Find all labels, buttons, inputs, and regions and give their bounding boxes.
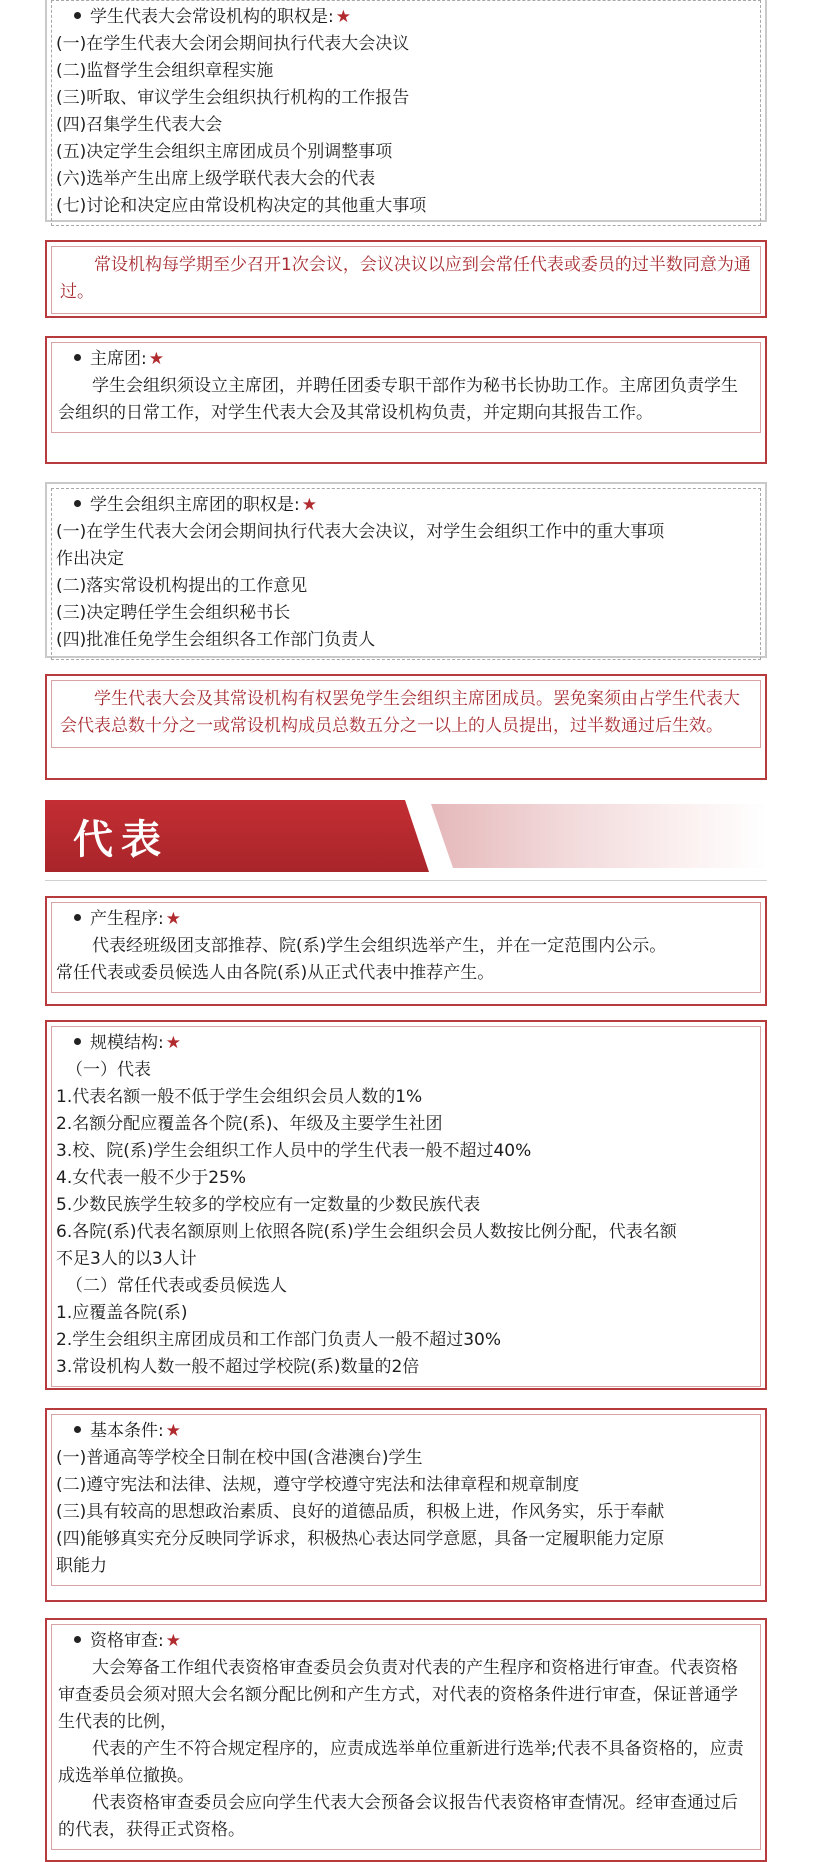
presidium-box	[45, 336, 767, 464]
section-heading: 资格审查: ★	[56, 1628, 756, 1655]
list-item: (一)在学生代表大会闭会期间执行代表大会决议	[56, 34, 410, 54]
banner-gradient	[431, 804, 767, 868]
list-item: (四)能够真实充分反映同学诉求，积极热心表达同学意愿，具备一定履职能力定原	[56, 1529, 665, 1549]
star-icon: ★	[165, 909, 181, 929]
bullet-icon	[74, 1426, 81, 1433]
list-item: 5.少数民族学生较多的学校应有一定数量的少数民族代表	[56, 1195, 481, 1215]
basic-conditions-box	[45, 1408, 767, 1602]
section-heading: 学生代表大会常设机构的职权是: ★	[56, 4, 756, 31]
paragraph-line: 常任代表或委员候选人由各院(系)从正式代表中推荐产生。	[56, 963, 495, 983]
list-item: (二)落实常设机构提出的工作意见	[56, 576, 308, 596]
list-item: (四)批准任免学生会组织各工作部门负责人	[56, 630, 376, 650]
star-icon: ★	[165, 1631, 181, 1651]
selection-procedure-box	[45, 896, 767, 1006]
list-item: (三)具有较高的思想政治素质、良好的道德品质，积极上进，作风务实，乐于奉献	[56, 1502, 665, 1522]
section-heading: 产生程序: ★	[56, 906, 756, 933]
list-item: (三)决定聘任学生会组织秘书长	[56, 603, 291, 623]
section-heading: 学生会组织主席团的职权是: ★	[56, 492, 756, 519]
section-heading: 规模结构: ★	[56, 1030, 756, 1057]
bullet-icon	[74, 500, 81, 507]
paragraph: 代表的产生不符合规定程序的，应责成选举单位重新进行选举;代表不具备资格的，应责成选举单位撤换。	[58, 1739, 744, 1786]
list-item: 1.代表名额一般不低于学生会组织会员人数的1%	[56, 1087, 423, 1107]
star-icon: ★	[335, 7, 351, 27]
list-item: 3.常设机构人数一般不超过学校院(系)数量的2倍	[56, 1357, 420, 1377]
list-item: (五)决定学生会组织主席团成员个别调整事项	[56, 142, 393, 162]
bullet-icon	[74, 1038, 81, 1045]
list-item: 6.各院(系)代表名额原则上依照各院(系)学生会组织会员人数按比例分配，代表名额	[56, 1222, 677, 1242]
star-icon: ★	[148, 349, 164, 369]
subheading: （一）代表	[66, 1060, 151, 1080]
banner-title: 代表	[73, 817, 169, 863]
star-icon: ★	[165, 1033, 181, 1053]
list-item: (一)在学生代表大会闭会期间执行代表大会决议，对学生会组织工作中的重大事项	[56, 522, 665, 542]
bullet-icon	[74, 1636, 81, 1643]
paragraph: 学生会组织须设立主席团，并聘任团委专职干部作为秘书长协助工作。主席团负责学生会组织的日常工作，对学生代表大会及其常设机构负责，并定期向其报告工作。	[58, 376, 738, 423]
note-text: 学生代表大会及其常设机构有权罢免学生会组织主席团成员。罢免案须由占学生代表大会代表总数十分之一或常设机构成员总数五分之一以上的人员提出，过半数通过后生效。	[60, 689, 740, 736]
list-item: 2.名额分配应覆盖各个院(系)、年级及主要学生社团	[56, 1114, 443, 1134]
powers-standing-body-box	[45, 0, 767, 222]
bullet-icon	[74, 914, 81, 921]
star-icon: ★	[301, 495, 317, 515]
list-item: 职能力	[56, 1556, 107, 1576]
list-item: (四)召集学生代表大会	[56, 115, 223, 135]
subheading: （二）常任代表或委员候选人	[66, 1276, 287, 1296]
list-item: (二)遵守宪法和法律、法规，遵守学校遵守宪法和法律章程和规章制度	[56, 1475, 580, 1495]
list-item: 不足3人的以3人计	[56, 1249, 197, 1269]
qualification-review-box	[45, 1618, 767, 1862]
list-item: (三)听取、审议学生会组织执行机构的工作报告	[56, 88, 410, 108]
divider	[45, 880, 767, 881]
presidium-powers-box	[45, 482, 767, 658]
list-item: (二)监督学生会组织章程实施	[56, 61, 274, 81]
section-heading: 主席团: ★	[56, 346, 756, 373]
list-item: 4.女代表一般不少于25%	[56, 1168, 247, 1188]
list-item: (六)选举产生出席上级学联代表大会的代表	[56, 169, 376, 189]
star-icon: ★	[165, 1421, 181, 1441]
list-item: (一)普通高等学校全日制在校中国(含港澳台)学生	[56, 1448, 423, 1468]
note-text: 常设机构每学期至少召开1次会议，会议决议以应到会常任代表或委员的过半数同意为通过。	[60, 255, 751, 302]
paragraph: 代表资格审查委员会应向学生代表大会预备会议报告代表资格审查情况。经审查通过后的代表，获得正式资格。	[58, 1793, 738, 1840]
bullet-icon	[74, 12, 81, 19]
list-item: 1.应覆盖各院(系)	[56, 1303, 188, 1323]
bullet-icon	[74, 354, 81, 361]
list-item: 2.学生会组织主席团成员和工作部门负责人一般不超过30%	[56, 1330, 502, 1350]
section-heading: 基本条件: ★	[56, 1418, 756, 1445]
list-item: (七)讨论和决定应由常设机构决定的其他重大事项	[56, 196, 427, 216]
list-item: 3.校、院(系)学生会组织工作人员中的学生代表一般不超过40%	[56, 1141, 532, 1161]
scale-structure-box	[45, 1020, 767, 1390]
paragraph: 代表经班级团支部推荐、院(系)学生会组织选举产生，并在一定范围内公示。	[92, 936, 667, 956]
meeting-rule-note	[45, 240, 767, 318]
section-banner	[45, 800, 767, 872]
list-item: 作出决定	[56, 549, 124, 569]
paragraph: 大会筹备工作组代表资格审查委员会负责对代表的产生程序和资格进行审查。代表资格审查委员会须对照大会名额分配比例和产生方式，对代表的资格条件进行审查，保证普通学生代表的比例，	[58, 1658, 738, 1732]
recall-rule-note	[45, 674, 767, 780]
